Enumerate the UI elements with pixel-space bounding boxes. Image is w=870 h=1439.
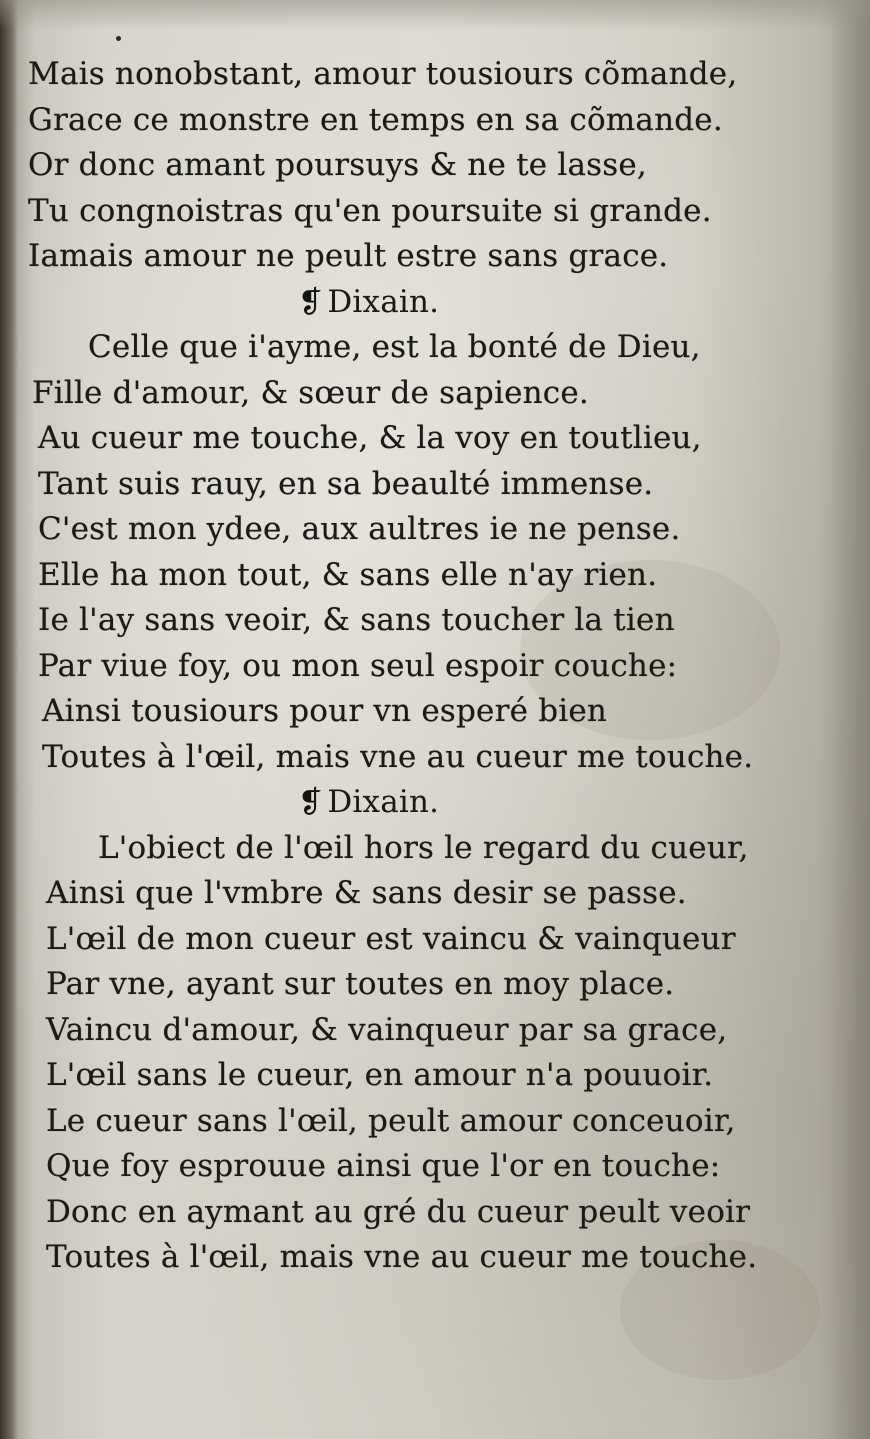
verse-line: Ie l'ay sans veoir, & sans toucher la tien: [38, 602, 675, 638]
verse-line: C'est mon ydee, aux aultres ie ne pense.: [38, 511, 681, 547]
verse-line: Que foy esprouue ainsi que l'or en touche:: [46, 1148, 721, 1184]
verse-line: Tant suis rauy, en sa beaulté immense.: [38, 465, 654, 502]
pilcrow-icon: ❡: [298, 284, 324, 320]
verse-line: Iamais amour ne peult estre sans grace.: [28, 238, 669, 274]
verse-line: L'œil de mon cueur est vaincu & vainqueur: [46, 920, 736, 957]
verse-line: Donc en aymant au gré du cueur peult veoir: [46, 1193, 751, 1230]
verse-line: Mais nonobstant, amour tousiours cõmande,: [28, 56, 738, 92]
heading-label: Dixain.: [327, 283, 440, 320]
verse-line: Par viue foy, ou mon seul espoir couche:: [38, 647, 678, 684]
verse-line: Elle ha mon tout, & sans elle n'ay rien.: [38, 556, 658, 593]
page-edge-shadow: [830, 0, 870, 1439]
heading-label: Dixain.: [327, 784, 440, 820]
section-heading: [28, 280, 828, 326]
verse-line: Ainsi que l'vmbre & sans desir se passe.: [46, 875, 687, 911]
verse-line: Au cueur me touche, & la voy en toutlieu,: [38, 420, 702, 456]
verse-line: Vaincu d'amour, & vainqueur par sa grace,: [46, 1011, 728, 1048]
verse-line: Par vne, ayant sur toutes en moy place.: [46, 966, 675, 1002]
pilcrow-icon: ❡: [298, 785, 324, 820]
verse-line: Ainsi tousiours pour vn esperé bien: [42, 693, 608, 729]
section-heading: [28, 780, 828, 826]
verse-line: Toutes à l'œil, mais vne au cueur me touche.: [42, 738, 754, 775]
verse-line: L'obiect de l'œil hors le regard du cueur,: [98, 829, 749, 866]
verse-line: Celle que i'ayme, est la bonté de Dieu,: [88, 329, 701, 365]
verse-line: Toutes à l'œil, mais vne au cueur me touche.: [46, 1239, 758, 1275]
verse-line: Or donc amant poursuys & ne te lasse,: [28, 147, 647, 183]
ink-dot: [116, 36, 121, 41]
poem-text: [28, 52, 828, 1281]
verse-line: Le cueur sans l'œil, peult amour conceuoir,: [46, 1102, 736, 1139]
verse-line: Tu congnoistras qu'en poursuite si grande.: [28, 192, 712, 229]
verse-line: Fille d'amour, & sœur de sapience.: [32, 374, 589, 411]
verse-line: Grace ce monstre en temps en sa cõmande.: [28, 101, 723, 138]
verse-line: L'œil sans le cueur, en amour n'a pouuoir.: [46, 1057, 714, 1093]
